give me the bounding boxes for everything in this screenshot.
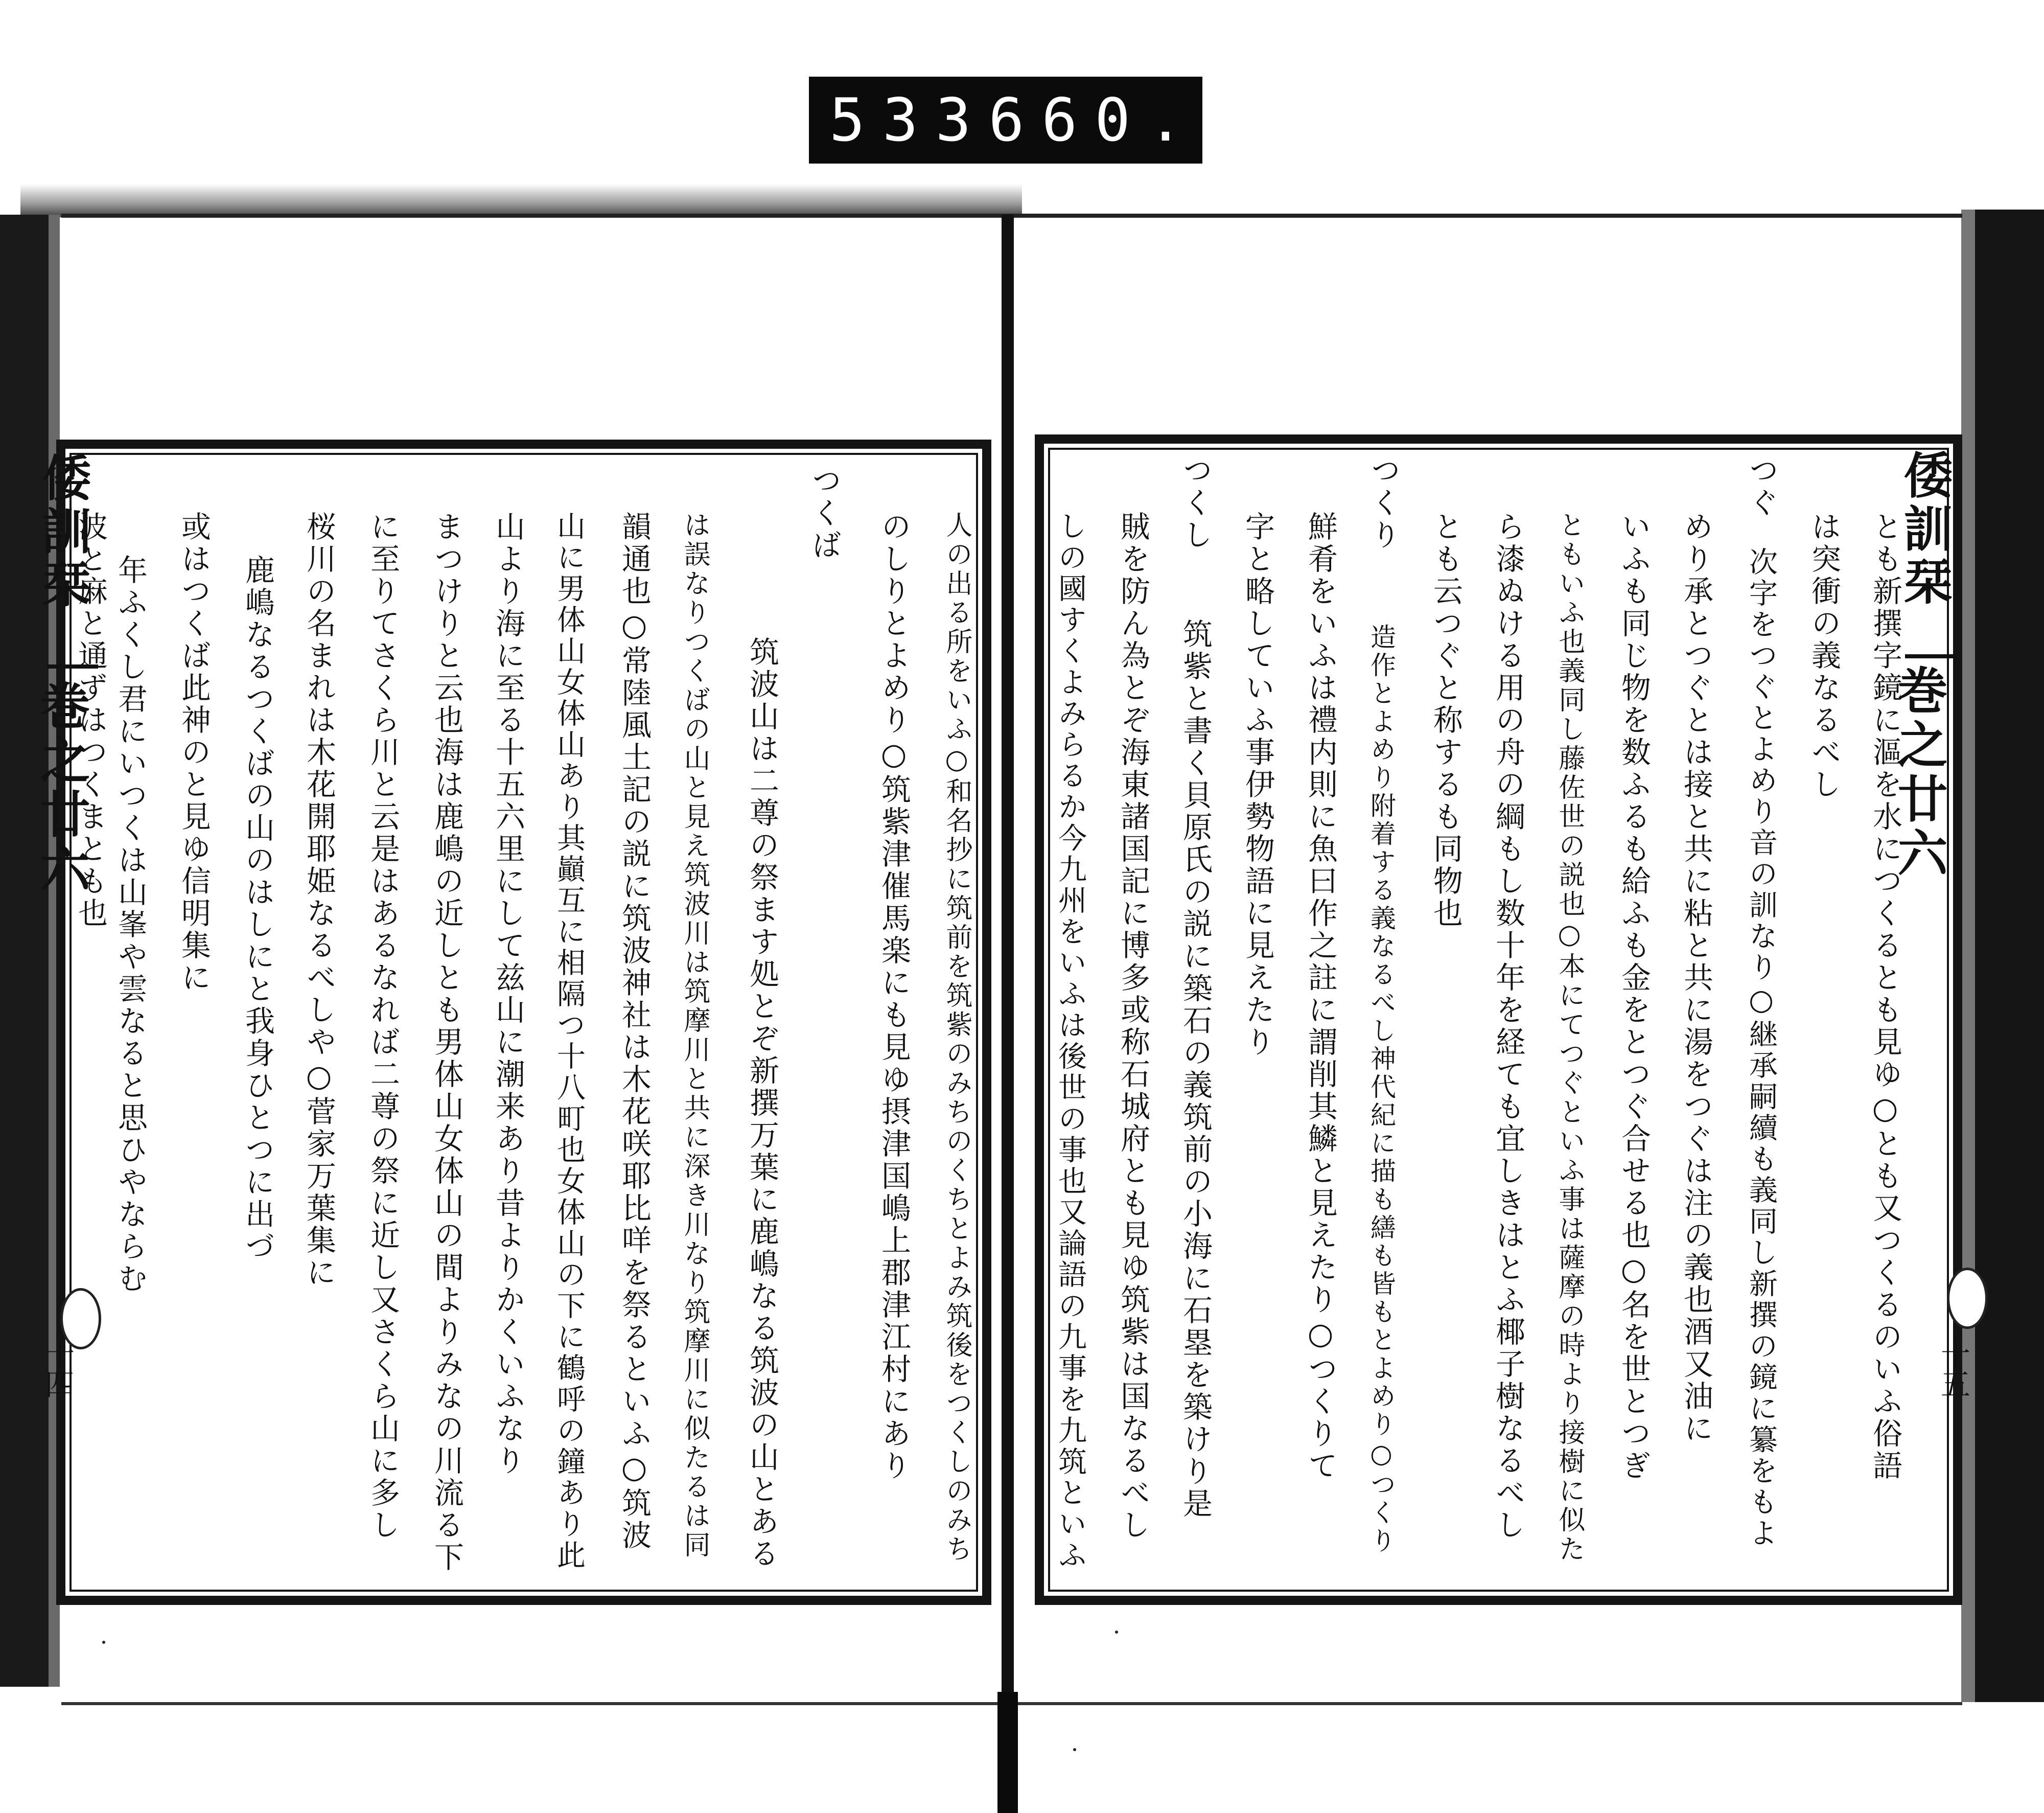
text-column: 次字をつぐとよめり音の訓なり○継承嗣續も義同し新撰の鏡に纂をもよ [1745, 547, 1778, 1549]
text-column: 山に男体山女体山あり其巓互に相隔つ十八町也女体山の下に鶴呼の鐘あり此 [552, 511, 586, 1571]
scan-speck [1073, 1748, 1076, 1751]
book-spine-bottom [997, 1692, 1018, 1813]
archive-number-right: 660. [988, 85, 1201, 155]
heading-column: つくば [807, 465, 842, 562]
book-left-edge [0, 215, 49, 1687]
text-column: は突衝の義なるべし [1806, 511, 1841, 801]
text-column: しの國すくよみらるか今九州をいふは後世の事也又論語の九事を九筑といふ [1054, 511, 1087, 1571]
left-page-number: 十四 [40, 1339, 75, 1398]
text-column: 鮮肴をいふは禮内則に魚曰作之註に謂削其鱗と見えたり○つくりて [1303, 511, 1338, 1482]
text-column: 人の出る所をいふ○和名抄に筑前を筑紫のみちのくちとよみ筑後をつくしのみち [941, 511, 972, 1564]
text-column: 賊を防ん為とぞ海東諸国記に博多或称石城府とも見ゆ筑紫は国なるべし [1116, 511, 1150, 1542]
right-page-volume: 巻之廿六 [1889, 664, 1948, 881]
text-column: 波と麻と通ずはつくまとも也 [73, 511, 108, 930]
heading-column: つくし [1178, 455, 1213, 552]
text-column: めり承とつぐとは接と共に粘と共に湯をつぐは注の義也酒又油に [1679, 511, 1713, 1445]
text-column: 字と略していふ事伊勢物語に見えたり [1240, 511, 1275, 1059]
text-column: 年ふくし君にいつくは山峯や雲なると思ひやならむ [113, 555, 148, 1295]
text-column: 韻通也○常陸風土記の説に筑波神社は木花咲耶比咩を祭るといふ○筑波 [617, 511, 652, 1552]
book-right-edge [1975, 210, 2044, 1702]
text-column: ともいふ也義同し藤佐世の説也○本にてつぐといふ事は薩摩の時より接樹に似た [1554, 511, 1585, 1564]
book-right-page-stack [1961, 210, 1975, 1702]
scan-speck [1115, 1631, 1118, 1634]
text-column: 筑紫と書く貝原氏の説に築石の義筑前の小海に石塁を築けり是 [1178, 618, 1213, 1520]
text-column: とも云つぐと称するも同物也 [1428, 511, 1463, 930]
text-column: は誤なりつくばの山と見え筑波川は筑摩川と共に深き川なり筑摩川に似たるは同 [679, 511, 710, 1560]
text-column: いふも同じ物を数ふるも給ふも金をとつぐ合せる也○名を世とつぎ [1616, 511, 1651, 1482]
text-column: 桜川の名まれは木花開耶姫なるべしや○菅家万葉集に [301, 511, 336, 1289]
text-column: 造作とよめり附着する義なるべし神代紀に描も繕も皆もとよめり○つくり [1366, 624, 1396, 1555]
text-column: に至りてさくら川と云是はあるなれば二尊の祭に近し又さくら山に多し [365, 511, 400, 1542]
text-column: 或はつくば此神のと見ゆ信明集に [176, 511, 211, 994]
heading-column: つぐ [1744, 455, 1779, 519]
scan-speck [102, 1641, 105, 1644]
right-page-title: 倭訓栞 [1896, 450, 1954, 609]
text-column: まつけりと云也海は鹿嶋の近しとも男体山女体山の間よりみなの川流る下 [429, 511, 464, 1574]
archive-number-left: 533 [829, 85, 989, 155]
text-column: 筑波山は二尊の祭ます処とぞ新撰万葉に鹿嶋なる筑波の山とある [745, 636, 779, 1570]
right-page-number: 十五 [1936, 1339, 1970, 1398]
text-column: 鹿嶋なるつくばの山のはしにと我身ひとつに出づ [240, 555, 275, 1263]
text-column: のしりとよめり○筑紫津催馬楽にも見ゆ摂津国嶋上郡津江村にあり [876, 511, 911, 1482]
heading-column: つくり [1366, 455, 1401, 552]
text-column: 山より海に至る十五六里にして兹山に潮来あり昔よりかくいふなり [491, 511, 525, 1477]
left-page-volume: 巻之廿六 [32, 680, 90, 897]
left-page-title: 倭訓栞 [34, 452, 92, 612]
book-gutter [1002, 215, 1014, 1697]
right-tab-divider [1905, 654, 1956, 658]
text-column: とも新撰字鏡に漚を水につくるとも見ゆ○とも又つくるのいふ俗語 [1868, 511, 1902, 1482]
archive-number-label [809, 77, 1202, 164]
right-binding-hole [1947, 1268, 1988, 1329]
text-column: ら漆ぬける用の舟の綱もし数十年を経ても宜しきはとふ椰子樹なるべし [1491, 511, 1525, 1542]
book-top-shadow [20, 184, 1022, 217]
